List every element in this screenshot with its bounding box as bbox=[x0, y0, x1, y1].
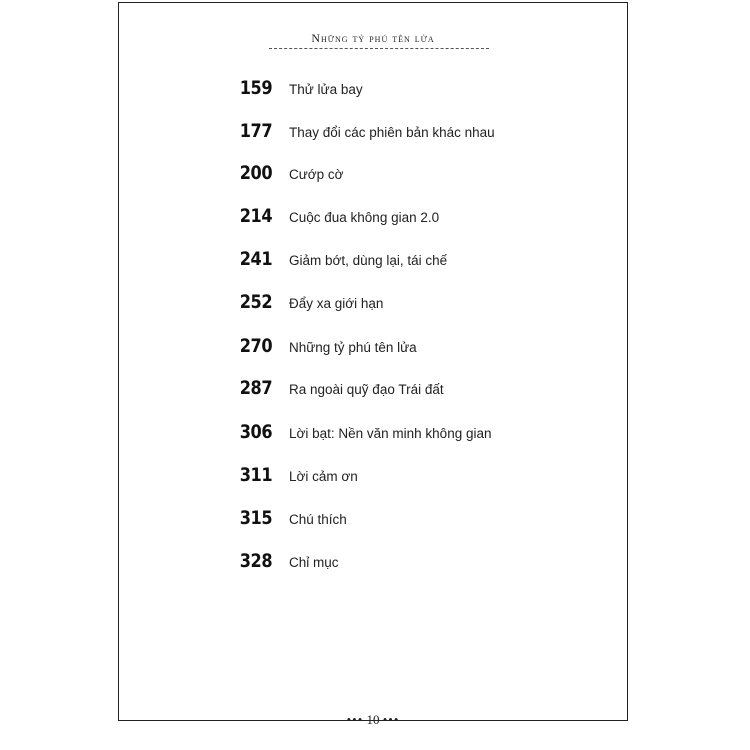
toc-page-number: 200 bbox=[239, 162, 272, 184]
toc-entry[interactable] bbox=[119, 120, 627, 150]
right-ornament: ••• bbox=[382, 712, 400, 727]
page-number: 10 bbox=[366, 712, 380, 727]
toc-entry[interactable] bbox=[119, 162, 627, 192]
header-divider bbox=[269, 48, 489, 49]
toc-entry[interactable] bbox=[119, 550, 627, 580]
toc-chapter-title: Chú thích bbox=[289, 512, 347, 527]
toc-page-number: 287 bbox=[239, 377, 272, 399]
toc-chapter-title: Cướp cờ bbox=[289, 167, 344, 182]
toc-chapter-title: Thử lửa bay bbox=[289, 82, 363, 97]
toc-chapter-title: Những tỷ phú tên lửa bbox=[289, 340, 417, 355]
toc-chapter-title: Lời bạt: Nền văn minh không gian bbox=[289, 426, 492, 441]
toc-entry[interactable] bbox=[119, 335, 627, 365]
toc-entry[interactable] bbox=[119, 291, 627, 321]
toc-entry[interactable] bbox=[119, 421, 627, 451]
toc-page-number: 159 bbox=[239, 77, 272, 99]
toc-chapter-title: Cuộc đua không gian 2.0 bbox=[289, 210, 440, 225]
toc-chapter-title: Giảm bớt, dùng lại, tái chế bbox=[289, 253, 448, 268]
toc-entry[interactable] bbox=[119, 377, 627, 407]
toc-page-number: 270 bbox=[239, 335, 272, 357]
running-head: Những tỷ phú tên lửa bbox=[311, 31, 435, 45]
toc-chapter-title: Thay đổi các phiên bản khác nhau bbox=[289, 125, 495, 140]
toc-page-number: 252 bbox=[239, 291, 272, 313]
toc-page-number: 315 bbox=[239, 507, 272, 529]
toc-entry[interactable] bbox=[119, 507, 627, 537]
page-number-footer bbox=[119, 712, 627, 728]
toc-chapter-title: Đẩy xa giới hạn bbox=[289, 296, 384, 311]
toc-page-number: 177 bbox=[239, 120, 272, 142]
toc-page-number: 241 bbox=[239, 248, 272, 270]
toc-entry[interactable] bbox=[119, 248, 627, 278]
toc-entry[interactable] bbox=[119, 464, 627, 494]
toc-page-number: 328 bbox=[239, 550, 272, 572]
left-ornament: ••• bbox=[346, 712, 364, 727]
toc-entry[interactable] bbox=[119, 205, 627, 235]
toc-page-number: 306 bbox=[239, 421, 272, 443]
toc-entry[interactable] bbox=[119, 77, 627, 107]
toc-chapter-title: Ra ngoài quỹ đạo Trái đất bbox=[289, 382, 444, 397]
toc-page-number: 311 bbox=[239, 464, 272, 486]
toc-chapter-title: Chỉ mục bbox=[289, 555, 339, 570]
toc-chapter-title: Lời cảm ơn bbox=[289, 469, 358, 484]
toc-page-number: 214 bbox=[239, 205, 272, 227]
book-page bbox=[118, 2, 628, 727]
